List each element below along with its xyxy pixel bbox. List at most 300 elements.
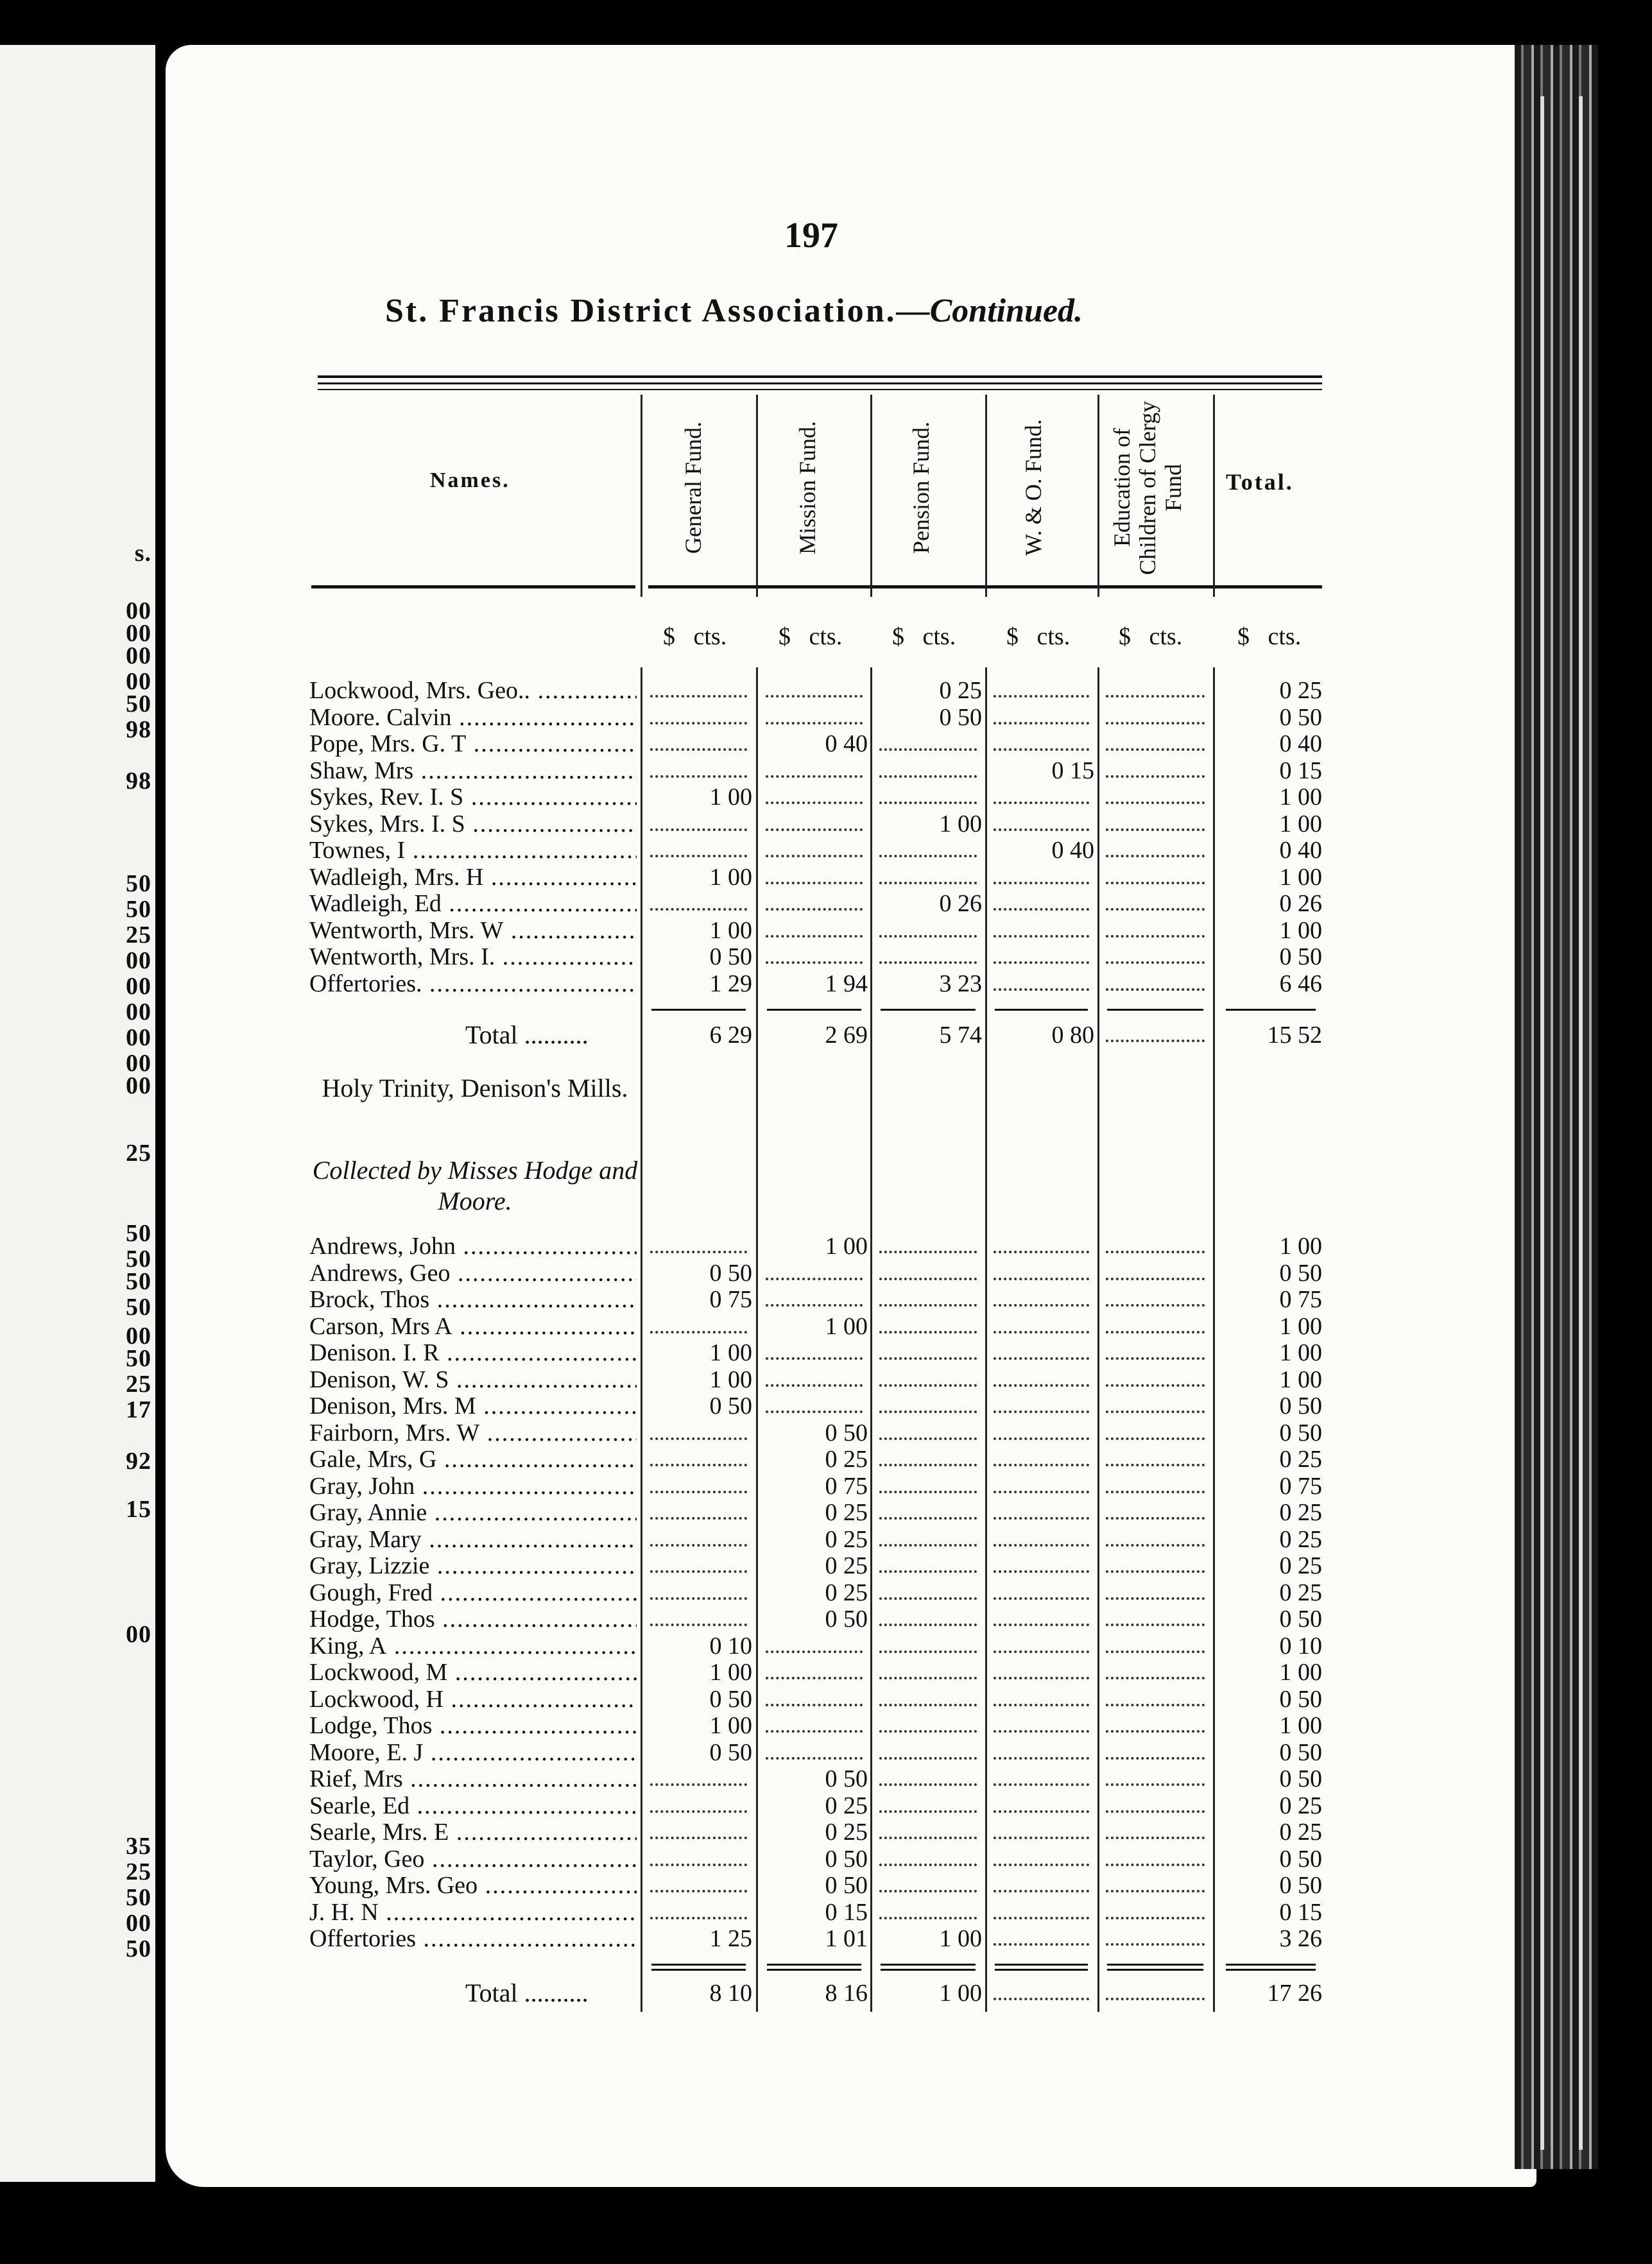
column-divider [1213,1052,1215,2012]
facing-page-fragment: 98 [126,768,151,794]
donor-name [309,1659,637,1686]
leader-dots [1106,1517,1205,1547]
leader-dots [766,1730,863,1760]
table-row [0,1739,1652,1766]
facing-page-fragment: 00 [126,1072,151,1099]
mission-amount: 0 15 [825,1898,868,1926]
leader-dots [650,1597,747,1626]
column-divider [756,667,758,1052]
donor-name [309,1846,637,1873]
leader-dots [879,908,977,938]
leader-dots [1106,1437,1205,1466]
donor-name [309,890,637,917]
leader-dots [994,1570,1089,1600]
leader-dots [650,1411,747,1440]
leader-dots [766,802,863,831]
facing-page-fragment: 50 [126,870,151,897]
total-amount: 1 00 [1279,1712,1322,1739]
donor-name-text: Carson, Mrs A [309,1312,452,1340]
sum-rule [767,1964,861,1966]
leader-dots [766,908,863,938]
total-general: 6 29 [709,1022,752,1049]
mission-amount: 0 50 [825,1845,868,1873]
total-amount: 0 10 [1279,1632,1322,1659]
leader-dots [879,828,977,857]
leader-dots [1106,1730,1205,1760]
donor-name-text: Denison, Mrs. M [309,1393,476,1419]
total-label: Total .......... [465,1020,589,1049]
leader-dots [650,695,747,725]
table-row [0,1526,1652,1553]
pension-amount: 1 00 [939,1925,982,1952]
leader-dots [994,1357,1089,1387]
general-amount: 1 25 [709,1925,752,1952]
pension-amount: 1 00 [939,810,982,837]
total-wo: 0 80 [1051,1022,1094,1049]
total-amount: 6 46 [1279,970,1322,997]
total-amount: 0 50 [1279,1685,1322,1713]
leader-dots [879,855,977,884]
mission-amount: 0 50 [825,1765,868,1792]
column-divider [756,1052,758,2012]
leader-dots [1106,1650,1205,1679]
leader-dots [994,1756,1089,1786]
facing-page-fragment: 50 [126,896,151,923]
leader-dots [766,1277,863,1307]
donor-name-text: Denison, W. S [309,1366,449,1393]
leader-dots [1106,1624,1205,1653]
donor-name-text: Hodge, Thos [309,1606,435,1633]
leader-dots [1106,1677,1205,1706]
facing-page-fragment: 00 [126,1323,151,1350]
total-pension: 1 00 [939,1980,982,2007]
facing-page-fragment: 50 [126,1268,151,1295]
mission-amount: 0 50 [825,1419,868,1446]
donor-name [309,1792,637,1819]
leader-dots [1106,1703,1205,1733]
page-number: 197 [784,216,838,255]
donor-name [309,1473,637,1500]
total-amount: 0 25 [1279,1819,1322,1846]
leader-dots [879,721,977,751]
leader-dots [1106,1304,1205,1334]
total-amount: 0 25 [1279,1552,1322,1579]
donor-name [309,1526,637,1553]
leader-dots [994,1411,1089,1440]
leader-dots [766,1703,863,1733]
mission-amount: 1 01 [825,1925,868,1952]
leader-dots [994,802,1089,831]
total-amount: 0 50 [1279,1872,1322,1899]
mission-amount: 0 75 [825,1472,868,1500]
total-mission: 8 16 [825,1980,868,2007]
leader-dots [1106,1890,1205,1919]
column-divider [1097,667,1099,1052]
total-amount: 0 50 [1279,1419,1322,1446]
leader-dots [994,1783,1089,1813]
donor-name [309,943,637,970]
general-amount: 1 29 [709,970,752,997]
donor-name [309,1712,637,1739]
leader-dots [1106,1597,1205,1626]
table-row [0,1872,1652,1899]
sum-rule [995,1964,1088,1966]
mission-amount: 1 94 [825,970,868,997]
leader-dots [994,1971,1089,2000]
leader-dots [1106,1543,1205,1573]
sum-rule [1226,1964,1316,1966]
total-mission: 2 69 [825,1022,868,1049]
leader-dots [650,881,747,911]
leader-dots [766,1624,863,1653]
donor-name-text: Pope, Mrs. G. T [309,730,467,757]
unit-label: $ cts. [1237,623,1302,650]
table-row [0,943,1652,970]
donor-name [309,784,637,810]
donor-name [309,1686,637,1713]
table-row [0,970,1652,997]
leader-dots [994,881,1089,911]
total-amount: 1 00 [1279,863,1322,891]
leader-dots [994,775,1089,804]
table-row [0,1446,1652,1473]
leader-dots [994,1437,1089,1466]
leader-dots [650,1490,747,1520]
total-amount: 0 50 [1279,1259,1322,1287]
unit-label: $ cts. [779,623,843,650]
leader-dots [1106,1490,1205,1520]
sum-rule [995,1009,1088,1011]
leader-dots [879,1863,977,1892]
header-names: Names. [430,468,510,492]
leader-dots [650,802,747,831]
total-amount: 0 40 [1279,837,1322,864]
total-amount: 1 00 [1279,1659,1322,1686]
column-divider [985,667,987,1052]
donor-name [309,1739,637,1766]
mission-amount: 1 00 [825,1233,868,1260]
mission-amount: 0 25 [825,1525,868,1553]
total-total: 15 52 [1267,1022,1322,1049]
donor-name-text: Lockwood, H [309,1685,443,1713]
header-general-fund: General Fund. [680,422,706,554]
leader-dots [1106,1783,1205,1813]
leader-dots [994,908,1089,938]
donor-name-text: Wadleigh, Ed [309,890,442,917]
mission-amount: 0 25 [825,1819,868,1846]
leader-dots [1106,934,1205,964]
leader-dots [994,1543,1089,1573]
facing-page-fragment: 25 [126,1140,151,1167]
facing-page-fragment: 15 [126,1496,151,1523]
facing-page-fragment: 00 [126,668,151,695]
total-amount: 0 40 [1279,730,1322,757]
leader-dots [879,1890,977,1919]
mission-amount: 0 40 [825,730,868,757]
donor-name-text: Gray, Mary [309,1525,422,1553]
leader-dots [879,1783,977,1813]
leader-dots [766,695,863,725]
total-amount: 1 00 [1279,1339,1322,1366]
leader-dots [1106,961,1205,991]
leader-dots [650,1543,747,1573]
donor-name [309,1899,637,1926]
table-row [0,704,1652,731]
facing-page-fragment: 98 [126,716,151,743]
leader-dots [766,1384,863,1413]
facing-page-fragment: s. [134,540,151,567]
facing-page-fragment: 00 [126,1024,151,1051]
leader-dots [650,1464,747,1493]
facing-page-fragment: 50 [126,1220,151,1247]
donor-name [309,970,637,997]
facing-page-fragment: 35 [126,1833,151,1860]
column-divider [641,395,642,597]
column-divider [870,667,872,1052]
leader-dots [1106,1224,1205,1253]
donor-name-text: Andrews, Geo [309,1259,451,1287]
donor-name-text: Gale, Mrs, G [309,1446,437,1473]
mission-amount: 1 00 [825,1312,868,1340]
general-amount: 1 00 [709,1659,752,1686]
general-amount: 0 75 [709,1286,752,1313]
pension-amount: 0 50 [939,703,982,731]
column-divider [641,667,642,1052]
mission-amount: 0 25 [825,1446,868,1473]
leader-dots [879,1357,977,1387]
collected-by: Collected by Misses Hodge and Moore. [312,1156,638,1215]
donor-name [309,1339,637,1366]
table-row [0,1552,1652,1579]
total-row [0,1980,1652,2007]
total-amount: 1 00 [1279,810,1322,837]
total-amount: 3 26 [1279,1925,1322,1952]
donor-name-text: Taylor, Geo [309,1845,425,1873]
donor-name [309,1765,637,1792]
mission-amount: 0 25 [825,1552,868,1579]
facing-page-fragment: 50 [126,1345,151,1372]
sum-rule [1226,1009,1316,1011]
leader-dots [1106,1837,1205,1866]
leader-dots [650,1810,747,1839]
leader-dots [1106,802,1205,831]
leader-dots [994,1251,1089,1280]
sum-rule [651,1964,746,1966]
leader-dots [1106,1810,1205,1839]
column-divider [1213,667,1215,1052]
sum-rule [767,1009,861,1011]
leader-dots [650,668,747,698]
leader-dots [994,1304,1089,1334]
leader-dots [766,855,863,884]
facing-page-fragment: 00 [126,1621,151,1648]
leader-dots [1106,668,1205,698]
total-amount: 1 00 [1279,1312,1322,1340]
leader-dots [879,1411,977,1440]
facing-page-fragment: 50 [126,1246,151,1273]
donor-name [309,704,637,731]
donor-name-text: Lodge, Thos [309,1712,433,1739]
facing-page-fragment: 00 [126,947,151,974]
donor-name-text: Rief, Mrs [309,1765,403,1792]
donor-name-text: Townes, I [309,837,406,864]
table-row [0,1286,1652,1313]
leader-dots [1106,1411,1205,1440]
pension-amount: 0 26 [939,890,982,917]
leader-dots [879,1384,977,1413]
leader-dots [650,1304,747,1334]
unit-label: $ cts. [1119,623,1183,650]
table-row [0,1419,1652,1446]
total-amount: 0 25 [1279,1446,1322,1473]
donor-name [309,1552,637,1579]
header-rule [311,585,635,588]
general-amount: 0 50 [709,1393,752,1419]
leader-dots [994,1837,1089,1866]
leader-dots [650,721,747,751]
leader-dots [879,1330,977,1360]
leader-dots [1106,721,1205,751]
general-amount: 1 00 [709,784,752,810]
general-amount: 1 00 [709,916,752,944]
leader-dots [1106,828,1205,857]
facing-page-fragment: 25 [126,922,151,948]
total-row [0,1022,1652,1049]
donor-name [309,1419,637,1446]
sum-rule [1226,1969,1316,1971]
leader-dots [1106,748,1205,778]
donor-name-text: Searle, Ed [309,1792,410,1819]
leader-dots [1106,1916,1205,1946]
facing-page-fragment: 00 [126,973,151,1000]
total-amount: 0 50 [1279,943,1322,970]
donor-name [309,864,637,891]
table-row [0,1819,1652,1846]
facing-page-fragment: 00 [126,999,151,1025]
facing-page-fragment: 00 [126,1050,151,1077]
donor-name [309,810,637,837]
facing-page-fragment: 50 [126,690,151,717]
sum-rule [881,1969,976,1971]
top-rule [318,382,1322,384]
leader-dots [994,1597,1089,1626]
total-amount: 0 15 [1279,1898,1322,1926]
facing-page-fragment: 00 [126,597,151,624]
column-divider [870,395,872,597]
donor-name-text: Lockwood, Mrs. Geo.. [309,677,531,704]
column-divider [756,395,758,597]
leader-dots [994,695,1089,725]
donor-name [309,1260,637,1287]
header-pension-fund: Pension Fund. [908,421,934,554]
leader-dots [1106,1277,1205,1307]
leader-dots [994,1810,1089,1839]
total-label: Total .......... [465,1978,589,2007]
leader-dots [879,1837,977,1866]
leader-dots [994,668,1089,698]
leader-dots [994,721,1089,751]
leader-dots [879,1810,977,1839]
column-divider [985,395,987,597]
column-divider [1097,395,1099,597]
donor-name-text: Lockwood, M [309,1659,448,1686]
leader-dots [994,855,1089,884]
total-amount: 0 25 [1279,677,1322,704]
sum-rule [651,1009,746,1011]
leader-dots [879,748,977,778]
leader-dots [994,1624,1089,1653]
donor-name [309,1313,637,1340]
leader-dots [994,1464,1089,1493]
total-amount: 0 25 [1279,1525,1322,1553]
leader-dots [879,1543,977,1573]
donor-name [309,917,637,944]
general-amount: 0 50 [709,1259,752,1287]
general-amount: 0 50 [709,1685,752,1713]
leader-dots [766,1677,863,1706]
leader-dots [766,1650,863,1679]
leader-dots [766,1357,863,1387]
donor-name [309,1446,637,1473]
general-amount: 1 00 [709,863,752,891]
general-amount: 0 10 [709,1632,752,1659]
total-general: 8 10 [709,1980,752,2007]
sum-rule [1107,1009,1203,1011]
pension-amount: 0 25 [939,677,982,704]
leader-dots [1106,1971,1205,2000]
table-row [0,1846,1652,1873]
leader-dots [650,1517,747,1547]
leader-dots [879,1624,977,1653]
column-divider [985,1052,987,2012]
leader-dots [994,1650,1089,1679]
leader-dots [766,775,863,804]
donor-name-text: J. H. N [309,1898,379,1926]
table-row [0,1899,1652,1926]
leader-dots [994,1703,1089,1733]
total-amount: 1 00 [1279,1366,1322,1393]
donor-name-text: Young, Mrs. Geo [309,1872,478,1899]
donor-name [309,757,637,784]
total-amount: 0 50 [1279,703,1322,731]
donor-name [309,1286,637,1313]
facing-page-fragment: 00 [126,620,151,647]
column-divider [1097,1052,1099,2012]
donor-name [309,1606,637,1633]
leader-dots [1106,1251,1205,1280]
table-row [0,1393,1652,1419]
leader-dots [879,1251,977,1280]
total-amount: 0 75 [1279,1286,1322,1313]
leader-dots [1106,1013,1205,1042]
mission-amount: 0 25 [825,1579,868,1606]
title-continued: —Continued. [896,293,1083,329]
table-row [0,1765,1652,1792]
total-amount: 0 26 [1279,890,1322,917]
total-amount: 0 75 [1279,1472,1322,1500]
donor-name-text: Wentworth, Mrs. W [309,916,504,944]
leader-dots [1106,1330,1205,1360]
top-rule [318,375,1322,378]
leader-dots [650,1863,747,1892]
total-amount: 0 15 [1279,757,1322,784]
donor-name [309,1499,637,1526]
leader-dots [1106,695,1205,725]
total-amount: 0 50 [1279,1765,1322,1792]
total-total: 17 26 [1267,1980,1322,2007]
facing-page-fragment: 50 [126,1294,151,1321]
leader-dots [1106,775,1205,804]
